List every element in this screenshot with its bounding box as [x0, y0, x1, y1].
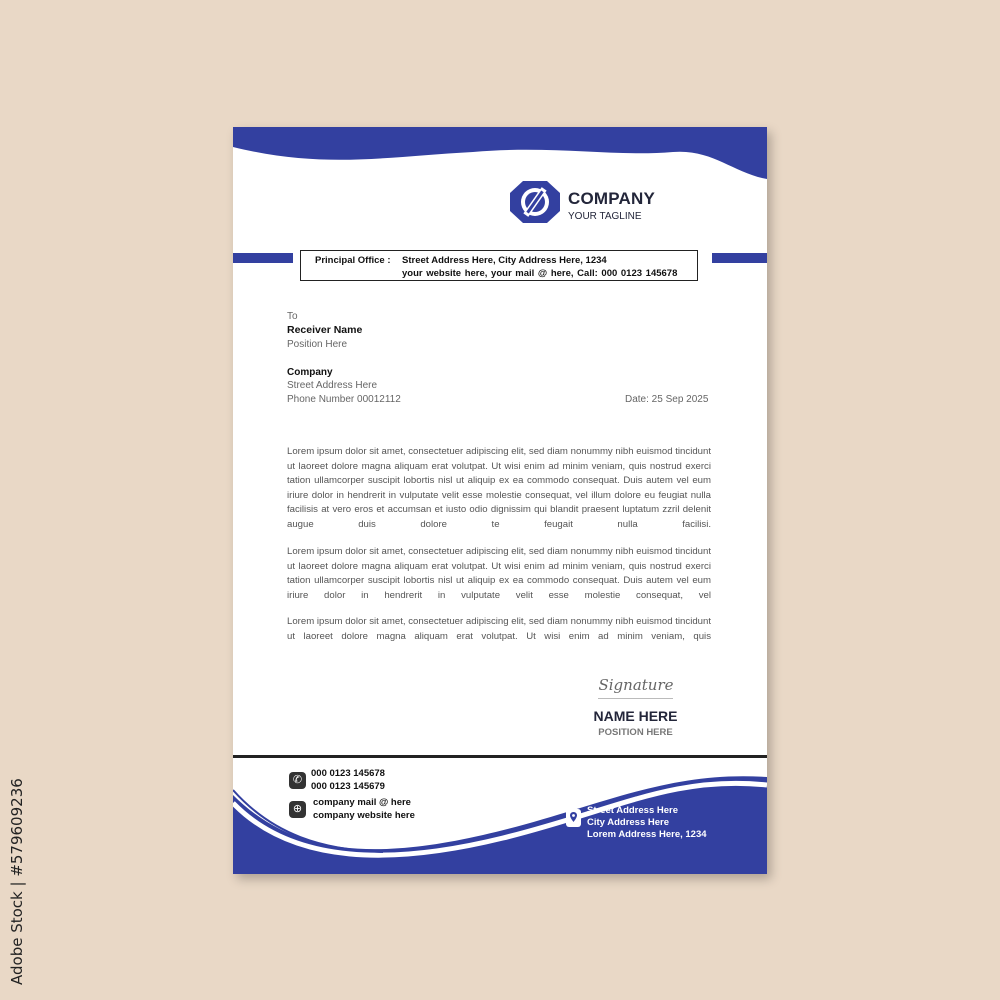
receiver-phone: Phone Number 00012112 [287, 394, 401, 405]
company-logo [509, 180, 561, 224]
footer-address-1: Street Address Here [587, 805, 678, 816]
phone-icon: ✆ [289, 772, 306, 789]
signer-position: POSITION HERE [598, 727, 673, 738]
header-wave [233, 127, 767, 187]
body-paragraph: Lorem ipsum dolor sit amet, consectetuer adipiscing elit, sed diam nonummy nibh euismod tincidunt ut laoreet dolore magna aliquam erat volutpat. Ut wisi enim ad minim veniam, quis nostrud exerci tation ullamcorper suscipit lobortis nisl ut aliquip ex ea commodo consequat. Duis autem vel eum iriure dolor in hendrerit in vulputate velit esse molestie consequat, vel [287, 546, 711, 601]
body-paragraph: Lorem ipsum dolor sit amet, consectetuer adipiscing elit, sed diam nonummy nibh euismod tincidunt ut laoreet dolore magna aliquam erat volutpat. Ut wisi enim ad minim veniam, quis [287, 616, 711, 642]
receiver-company: Company [287, 367, 333, 378]
principal-office-box [300, 250, 698, 281]
signer-name: NAME HERE [593, 708, 678, 724]
signature-line [598, 698, 673, 699]
footer-address-2: City Address Here [587, 817, 670, 828]
office-address: Street Address Here, City Address Here, 1234 [402, 255, 607, 266]
signature-script: Signature [598, 676, 674, 694]
to-label: To [287, 311, 298, 322]
letterhead-page [233, 127, 767, 874]
globe-icon: ⊕ [289, 801, 306, 818]
accent-bar-left [233, 253, 293, 263]
location-pin-icon [566, 809, 581, 827]
office-contact: your website here, your mail @ here, Call: 000 0123 145678 [402, 268, 678, 279]
office-label: Principal Office : [315, 255, 391, 266]
letter-date: Date: 25 Sep 2025 [625, 394, 709, 405]
stock-id-watermark: Adobe Stock | #579609236 [8, 778, 26, 985]
receiver-position: Position Here [287, 339, 348, 350]
footer-phone-2: 000 0123 145679 [311, 781, 385, 792]
footer-address-3: Lorem Address Here, 1234 [587, 829, 707, 840]
body-paragraph: Lorem ipsum dolor sit amet, consectetuer adipiscing elit, sed diam nonummy nibh euismod tincidunt ut laoreet dolore magna aliquam erat volutpat. Ut wisi enim ad minim veniam, quis nostrud exerci tation ullamcorper suscipit lobortis nisl ut aliquip ex ea commodo consequat. Duis autem vel eum iriure dolor in hendrerit in vulputate velit esse molestie consequat, vel illum dolore eu feugiat nulla facilisis at vero eros et accumsan et iusto odio dignissim qui blandit praesent luptatum zzril delenit augue duis dolore te feugait nulla facilisi. [287, 446, 711, 530]
company-name: COMPANY [568, 189, 656, 208]
footer-website: company website here [313, 810, 415, 821]
receiver-name: Receiver Name [287, 324, 363, 336]
accent-bar-right [712, 253, 767, 263]
footer-phone-1: 000 0123 145678 [311, 768, 385, 779]
footer-mail: company mail @ here [313, 797, 411, 808]
company-tagline: YOUR TAGLINE [568, 211, 642, 222]
receiver-street: Street Address Here [287, 380, 378, 391]
